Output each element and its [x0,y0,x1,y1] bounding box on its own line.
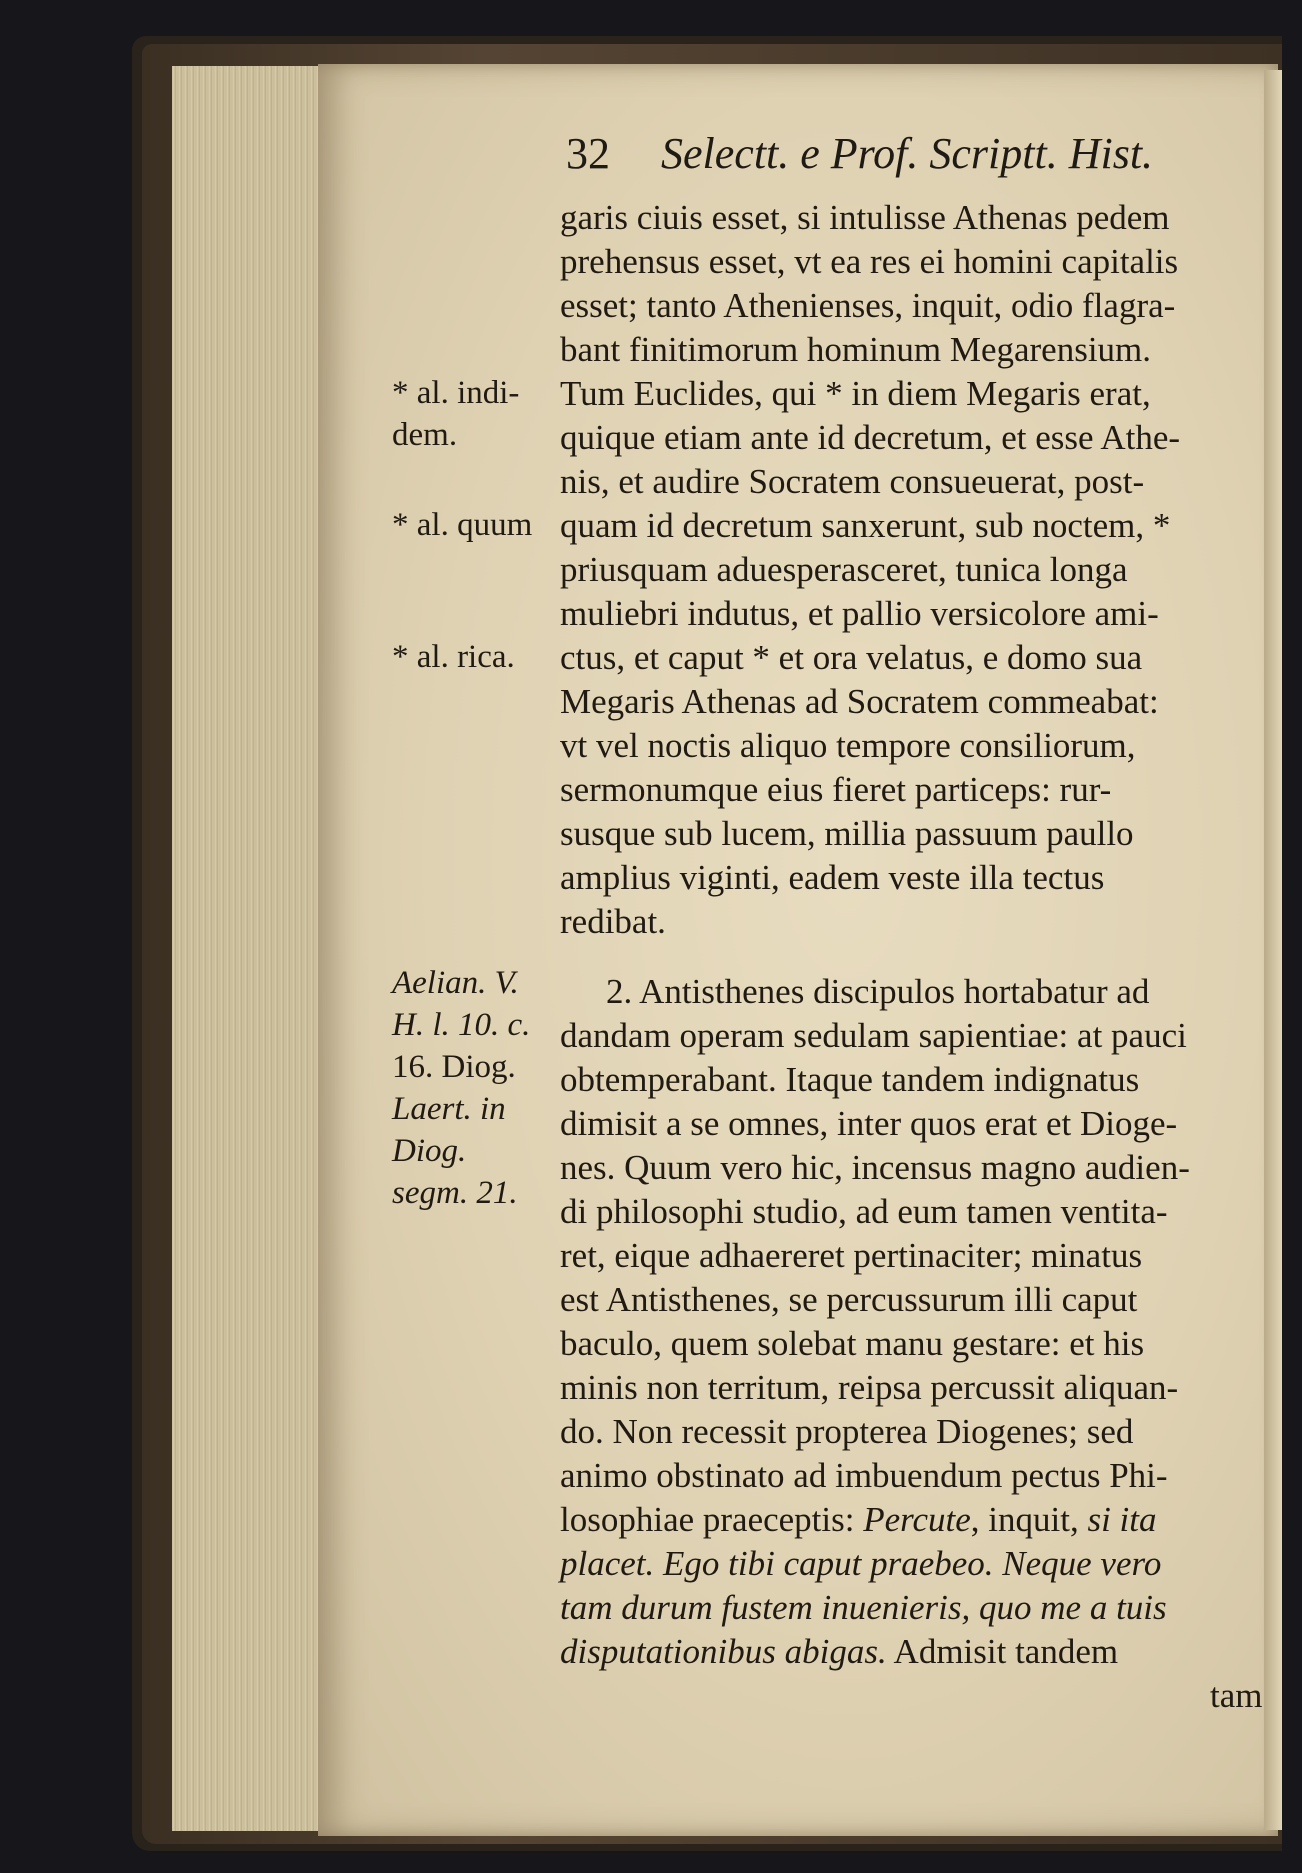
italic-span: Percute [863,1500,971,1539]
catchword: tam [1210,1676,1263,1715]
text-line: dandam operam sedulam sapientiae: at pauci [560,1016,1187,1055]
text-line: Tum Euclides, qui * in diem Megaris erat, [560,374,1151,413]
text-line: ret, eique adhaereret pertinaciter; minatus [560,1236,1143,1275]
text-line: Megaris Athenas ad Socratem commeabat: [560,682,1159,721]
text-line: amplius viginti, eadem veste illa tectus [560,858,1105,897]
text-line: ctus, et caput * et ora velatus, e domo sua [560,638,1143,677]
text-line-italic: tam durum fustem inuenieris, quo me a tuis [560,1588,1167,1627]
text-line: sermonumque eius fieret particeps: rur- [560,770,1112,809]
text-line: baculo, quem solebat manu gestare: et his [560,1324,1145,1363]
text-line: nes. Quum vero hic, incensus magno audien- [560,1148,1190,1187]
text-span: , inquit, [970,1500,1088,1539]
text-line: priusquam aduesperasceret, tunica longa [560,550,1128,589]
page-gutter-edge [1264,70,1282,1830]
text-span: losophiae praeceptis: [560,1500,864,1539]
text-span: Admisit tandem [886,1632,1119,1671]
italic-span: disputationibus abigas. [560,1632,887,1671]
page-edges-stack [172,66,324,1831]
source-note: segm. 21. [392,1175,518,1211]
text-line: vt vel noctis aliquo tempore consiliorum, [560,726,1136,765]
text-line: obtemperabant. Itaque tandem indignatus [560,1060,1140,1099]
margin-note: * al. indi- [392,375,520,411]
text-line: minis non territum, reipsa percussit aliquan- [560,1368,1179,1407]
text-line: quam id decretum sanxerunt, sub noctem, * [560,506,1171,545]
source-note: 16. Diog. [392,1049,516,1085]
running-title: Selectt. e Prof. Scriptt. Hist. [661,129,1154,178]
text-line: garis ciuis esset, si intulisse Athenas pedem [560,198,1170,237]
italic-span: si ita [1087,1500,1157,1539]
text-line: animo obstinato ad imbuendum pectus Phi- [560,1456,1168,1495]
text-line: redibat. [560,902,666,941]
running-head [566,128,1153,179]
text-line: esset; tanto Athenienses, inquit, odio flagra- [560,286,1176,325]
margin-note: * al. rica. [392,639,515,675]
margin-note: * al. quum [392,507,533,543]
text-line: bant finitimorum hominum Megarensium. [560,330,1152,369]
text-line: muliebri indutus, et pallio versicolore ami- [560,594,1159,633]
margin-note: dem. [392,417,458,453]
text-line: quique etiam ante id decretum, et esse Athe- [560,418,1181,457]
text-line: nis, et audire Socratem consueuerat, post- [560,462,1145,501]
text-line: susque sub lucem, millia passuum paullo [560,814,1134,853]
text-line: prehensus esset, vt ea res ei homini capitalis [560,242,1179,281]
text-line-mixed [560,1630,1118,1674]
text-line-mixed [560,1498,1157,1542]
text-line: 2. Antisthenes discipulos hortabatur ad [606,972,1150,1011]
source-note: H. l. 10. c. [392,1007,531,1043]
text-line: est Antisthenes, se percussurum illi caput [560,1280,1138,1319]
text-line: di philosophi studio, ad eum tamen ventita- [560,1192,1168,1231]
source-note: Aelian. V. [392,965,519,1001]
text-line: dimisit a se omnes, inter quos erat et Dioge- [560,1104,1178,1143]
page-number: 32 [566,129,610,178]
text-line: do. Non recessit propterea Diogenes; sed [560,1412,1134,1451]
text-line-italic: placet. Ego tibi caput praebeo. Neque vero [560,1544,1162,1583]
source-note: Laert. in [392,1091,506,1127]
source-note: Diog. [392,1133,467,1169]
